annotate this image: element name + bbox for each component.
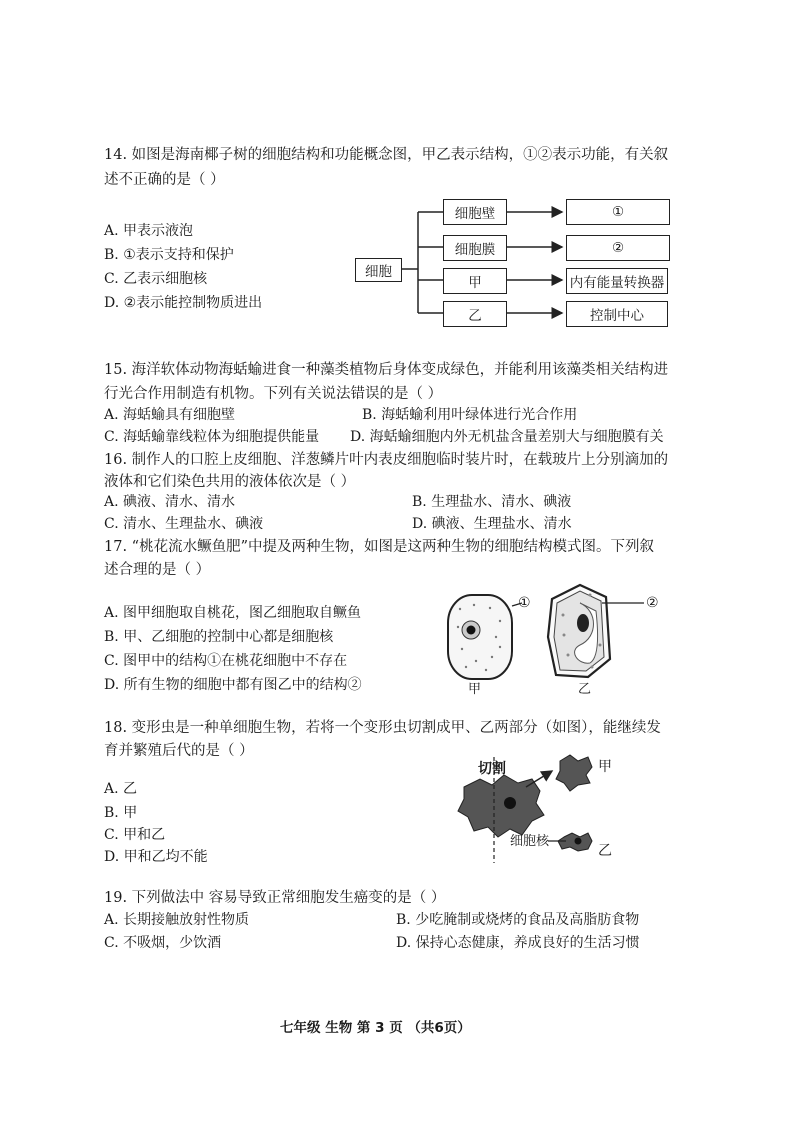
q19-option-d: D. 保持心态健康，养成良好的生活习惯 [396,935,640,951]
q17-option-d: D. 所有生物的细胞中都有图乙中的结构② [104,677,362,693]
cell-label-2: ② [646,595,659,611]
concept-function-energy: 内有能量转换器 [566,268,668,294]
q17-stem-line2: 述合理的是（ ） [104,562,211,578]
q17-option-b: B. 甲、乙细胞的控制中心都是细胞核 [104,629,334,645]
concept-function-1: ① [566,199,670,225]
q16-stem-line1: 16. 制作人的口腔上皮细胞、洋葱鳞片叶内表皮细胞临时装片时，在载玻片上分别滴加的 [104,452,669,468]
q18-stem-line2: 育并繁殖后代的是（ ） [104,743,254,759]
cell-diagrams-svg [430,575,670,700]
q14-option-d: D. ②表示能控制物质进出 [104,295,263,311]
concept-structure-cell-membrane: 细胞膜 [443,235,507,261]
concept-structure-jia: 甲 [443,268,507,294]
q15-stem-line1: 15. 海洋软体动物海蛞蝓进食一种藻类植物后身体变成绿色，并能利用该藻类相关结构进 [104,362,669,378]
q15-option-a: A. 海蛞蝓具有细胞壁 [104,407,236,423]
q16-stem-line2: 液体和它们染色共用的液体依次是（ ） [104,474,356,490]
q19-stem: 19. 下列做法中 容易导致正常细胞发生癌变的是（ ） [104,890,446,906]
q16-option-a: A. 碘液、清水、清水 [104,494,236,510]
q14-stem-line1: 14. 如图是海南椰子树的细胞结构和功能概念图，甲乙表示结构，①②表示功能，有关叙 [104,147,669,163]
concept-function-2: ② [566,235,670,261]
cell-label-1: ① [518,595,531,611]
q15-option-c: C. 海蛞蝓靠线粒体为细胞提供能量 [104,429,320,445]
amoeba-part-a-label: 甲 [598,759,612,775]
q18-stem-line1: 18. 变形虫是一种单细胞生物，若将一个变形虫切割成甲、乙两部分（如图），能继续发 [104,720,661,736]
q17-option-c: C. 图甲中的结构①在桃花细胞中不存在 [104,653,348,669]
concept-structure-yi: 乙 [443,301,507,327]
q18-option-c: C. 甲和乙 [104,827,166,843]
q14-option-b: B. ①表示支持和保护 [104,247,234,263]
q15-stem-line2: 行光合作用制造有机物。下列有关说法错误的是（ ） [104,386,443,402]
q14-option-a: A. 甲表示液泡 [104,223,194,239]
q16-option-c: C. 清水、生理盐水、碘液 [104,516,264,532]
animal-cell-jia [448,595,512,679]
q18-option-d: D. 甲和乙均不能 [104,849,208,865]
q19-option-a: A. 长期接触放射性物质 [104,912,250,928]
q17-stem-line1: 17. “桃花流水鳜鱼肥”中提及两种生物，如图是这两种生物的细胞结构模式图。下列叙 [104,539,654,555]
amoeba-part-b-label: 乙 [598,843,612,859]
concept-map-connectors [0,0,794,340]
q15-option-b: B. 海蛞蝓利用叶绿体进行光合作用 [362,407,578,423]
concept-structure-cell-wall: 细胞壁 [443,199,507,225]
cell-caption-jia: 甲 [468,682,482,697]
q18-option-a: A. 乙 [104,781,138,797]
concept-root-cell: 细胞 [355,258,402,282]
q17-option-a: A. 图甲细胞取自桃花，图乙细胞取自鳜鱼 [104,605,362,621]
plant-cell-yi [548,585,610,677]
q19-option-c: C. 不吸烟，少饮酒 [104,935,222,951]
q16-option-b: B. 生理盐水、清水、碘液 [412,494,572,510]
q16-option-d: D. 碘液、生理盐水、清水 [412,516,572,532]
page-footer: 七年级 生物 第 3 页 （共6页） [280,1020,471,1036]
q14-stem-line2: 述不正确的是（ ） [104,172,225,188]
amoeba-nucleus-label: 细胞核 [510,834,550,849]
amoeba-cut-label: 切割 [478,761,506,777]
concept-function-control: 控制中心 [566,301,668,327]
q14-option-c: C. 乙表示细胞核 [104,271,208,287]
q19-option-b: B. 少吃腌制或烧烤的食品及高脂肪食物 [396,912,640,928]
cell-caption-yi: 乙 [578,682,592,697]
q15-option-d: D. 海蛞蝓细胞内外无机盐含量差别大与细胞膜有关 [350,429,664,445]
q18-option-b: B. 甲 [104,805,138,821]
